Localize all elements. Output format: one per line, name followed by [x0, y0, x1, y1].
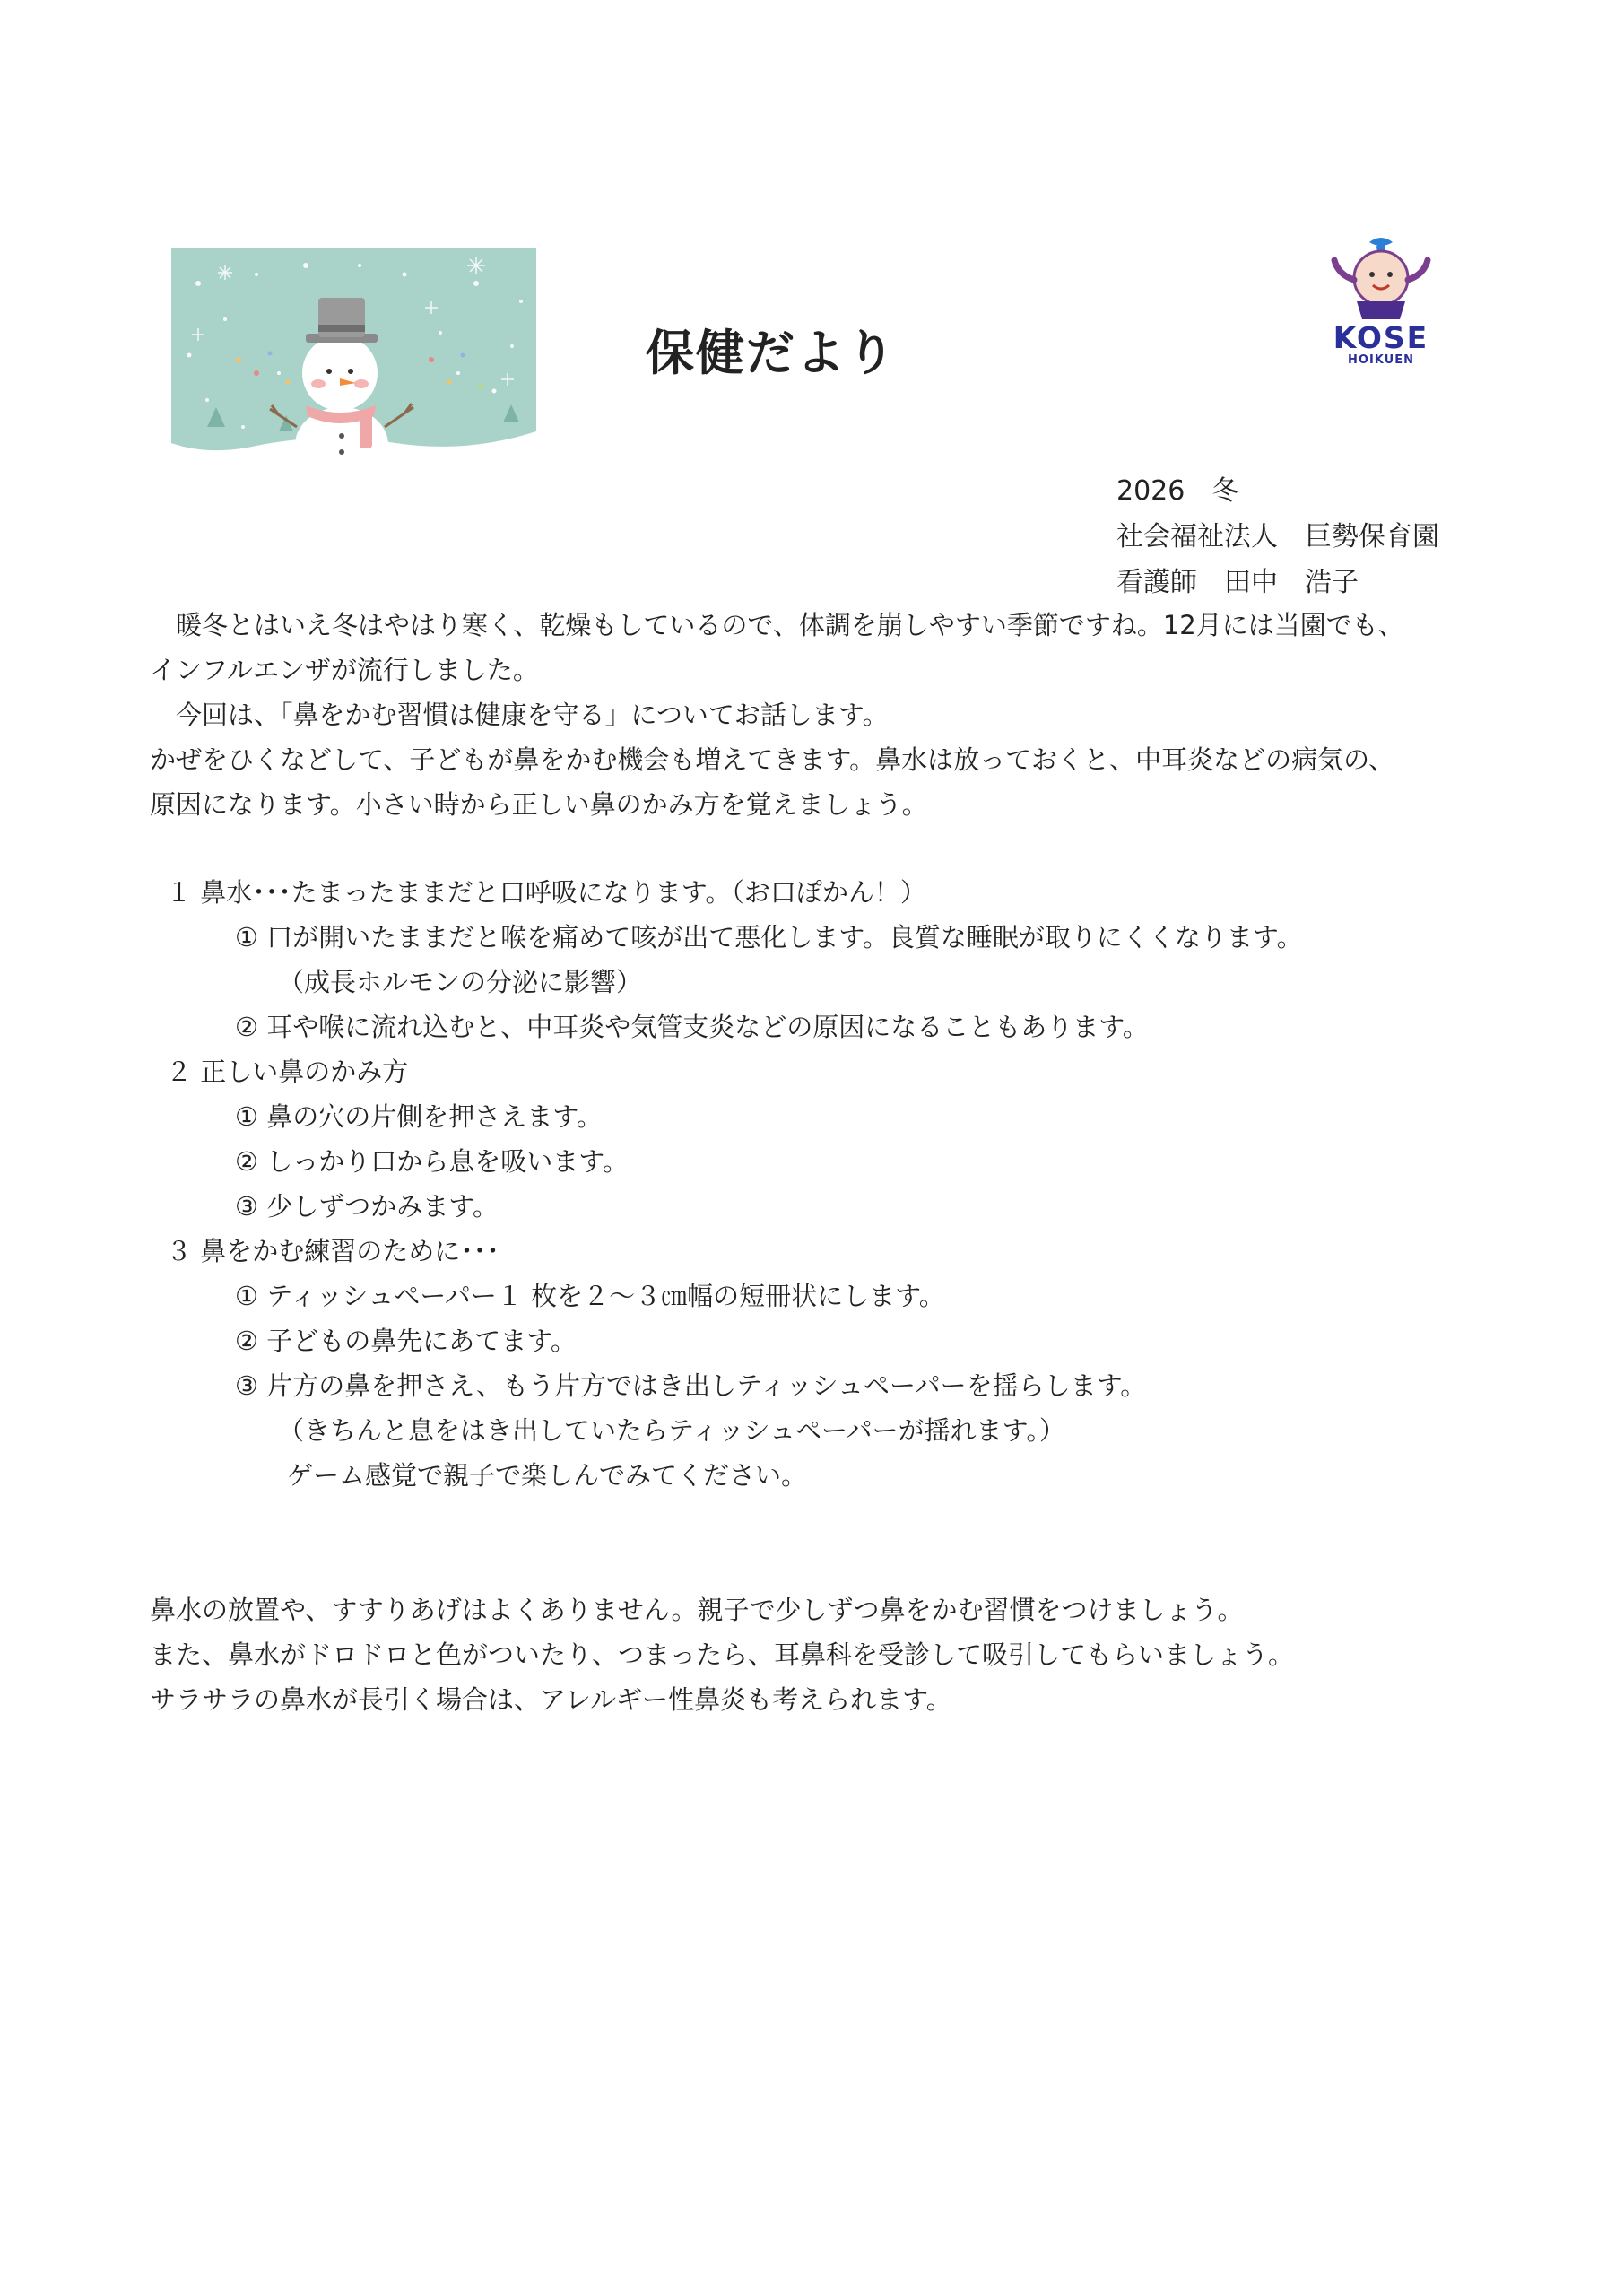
kose-logo-wordmark	[1323, 320, 1439, 367]
intro-line: 今回は、「鼻をかむ習慣は健康を守る」についてお話します。	[150, 700, 889, 730]
newsletter-body	[150, 603, 1495, 1722]
section-2-item: ① 鼻の穴の片側を押さえます。	[235, 1101, 603, 1132]
issue-date: 2026 冬	[1116, 475, 1239, 507]
section-2-item: ② しっかり口から息を吸います。	[235, 1146, 629, 1177]
snowman-illustration	[171, 248, 536, 485]
intro-line: 原因になります。小さい時から正しい鼻のかみ方を覚えましょう。	[150, 789, 928, 820]
section-3-item-note: ゲーム感覚で親子で楽しんでみてください。	[287, 1460, 808, 1491]
section-2-item: ③ 少しずつかみます。	[235, 1191, 499, 1222]
section-3-item: ② 子どもの鼻先にあてます。	[235, 1326, 577, 1356]
section-1-item-note: （成長ホルモンの分泌に影響）	[278, 967, 643, 997]
section-3-item: ① ティッシュペーパー１ 枚を２～３㎝幅の短冊状にします。	[235, 1281, 945, 1311]
closing-line: 鼻水の放置や、すすりあげはよくありません。親子で少しずつ鼻をかむ習慣をつけましょう。	[150, 1595, 1244, 1625]
logo-sub-text: HOIKUEN	[1348, 353, 1414, 367]
section-3-item: ③ 片方の鼻を押さえ、もう片方ではき出しティッシュペーパーを揺らします。	[235, 1370, 1147, 1401]
organization-name: 社会福祉法人 巨勢保育園	[1116, 521, 1439, 552]
author-name: 看護師 田中 浩子	[1116, 567, 1359, 598]
section-1-heading: １ 鼻水･･･たまったままだと口呼吸になります。（お口ぽかん！）	[166, 877, 926, 908]
logo-main-text: KOSE	[1333, 320, 1429, 355]
section-1-item: ② 耳や喉に流れ込むと、中耳炎や気管支炎などの原因になることもあります。	[235, 1012, 1149, 1042]
section-2-heading: ２ 正しい鼻のかみ方	[166, 1057, 409, 1087]
page-title: 保健だより	[646, 325, 897, 381]
intro-line: 暖冬とはいえ冬はやはり寒く、乾燥もしているので、体調を崩しやすい季節ですね。12月には当園でも、	[150, 610, 1404, 640]
intro-line: インフルエンザが流行しました。	[150, 655, 539, 685]
section-3-item-note: （きちんと息をはき出していたらティッシュペーパーが揺れます。）	[278, 1415, 1065, 1446]
closing-line: また、鼻水がドロドロと色がついたり、つまったら、耳鼻科を受診して吸引してもらいましょう。	[150, 1639, 1295, 1670]
sender-block	[1116, 468, 1439, 605]
closing-line: サラサラの鼻水が長引く場合は、アレルギー性鼻炎も考えられます。	[150, 1684, 952, 1715]
section-1-item: ① 口が開いたままだと喉を痛めて咳が出て悪化します。良質な睡眠が取りにくくなります。	[235, 922, 1303, 952]
section-3-heading: ３ 鼻をかむ練習のために･･･	[166, 1236, 499, 1266]
intro-line: かぜをひくなどして、子どもが鼻をかむ機会も増えてきます。鼻水は放っておくと、中耳炎などの病気の、	[150, 744, 1394, 775]
